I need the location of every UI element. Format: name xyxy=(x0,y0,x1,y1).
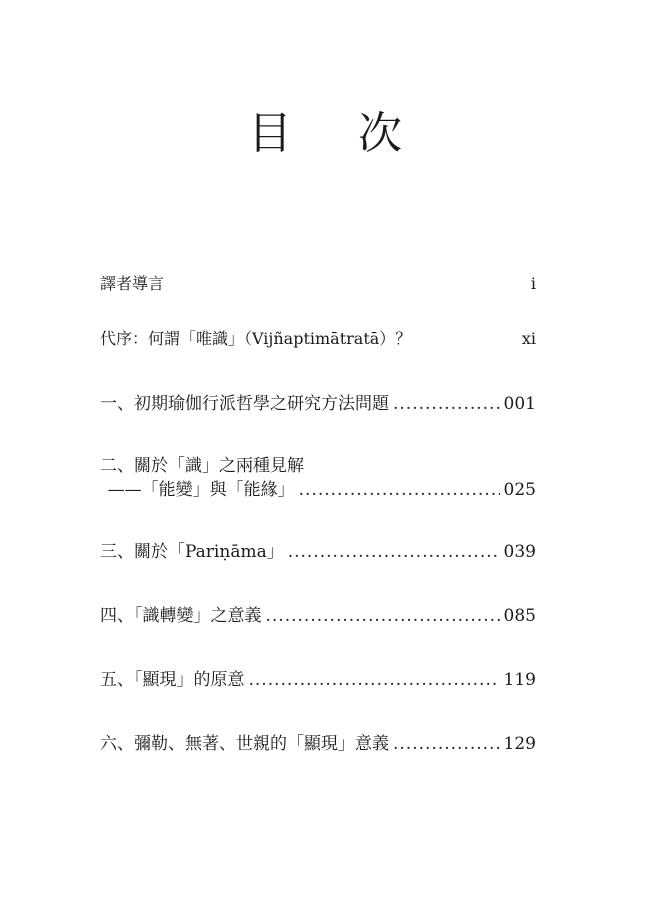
toc-entry-title: 六、彌勒、無著、世親的「顯現」意義 xyxy=(100,734,389,754)
toc-entry-page: 085 xyxy=(503,606,536,626)
toc-entry-page: 129 xyxy=(503,734,536,754)
toc-entry-translator-intro[interactable] xyxy=(100,272,536,296)
toc-entry-title: 代序：何謂「唯識」（Vijñaptimātratā）？ xyxy=(100,329,412,348)
toc-leader xyxy=(249,668,500,692)
toc-entry-page: 025 xyxy=(503,480,536,500)
toc-entry-chapter-1[interactable] xyxy=(100,392,536,416)
toc-entry-page: 119 xyxy=(503,670,536,690)
toc-entry-chapter-4[interactable] xyxy=(100,604,536,628)
toc-leader xyxy=(288,540,500,564)
toc-entry-title: 一、初期瑜伽行派哲學之研究方法問題 xyxy=(100,394,389,414)
toc-leader xyxy=(393,392,500,416)
toc-entry-title: 三、關於「Pariṇāma」 xyxy=(100,542,284,562)
toc-entry-preface[interactable] xyxy=(100,327,536,351)
toc-entry-chapter-5[interactable] xyxy=(100,668,536,692)
toc-entry-page: 001 xyxy=(503,394,536,414)
page-title: 目 次 xyxy=(248,108,428,159)
toc-entry-chapter-2-line1[interactable] xyxy=(100,454,304,478)
toc-entry-page: xi xyxy=(521,329,536,348)
toc-entry-title: 二、關於「識」之兩種見解 xyxy=(100,456,304,476)
toc-entry-title: 四、「識轉變」之意義 xyxy=(100,606,262,626)
toc-leader xyxy=(266,604,500,628)
toc-entry-page: i xyxy=(530,274,536,293)
toc-entry-chapter-6[interactable] xyxy=(100,732,536,756)
toc-leader xyxy=(299,478,500,502)
toc-entry-page: 039 xyxy=(503,542,536,562)
toc-entry-title: 五、「顯現」的原意 xyxy=(100,670,245,690)
toc-leader xyxy=(393,732,500,756)
toc-entry-chapter-3[interactable] xyxy=(100,540,536,564)
toc-entry-subtitle: ——「能變」與「能緣」 xyxy=(107,480,295,500)
toc-entry-title: 譯者導言 xyxy=(100,274,165,293)
toc-entry-chapter-2[interactable] xyxy=(100,478,536,502)
